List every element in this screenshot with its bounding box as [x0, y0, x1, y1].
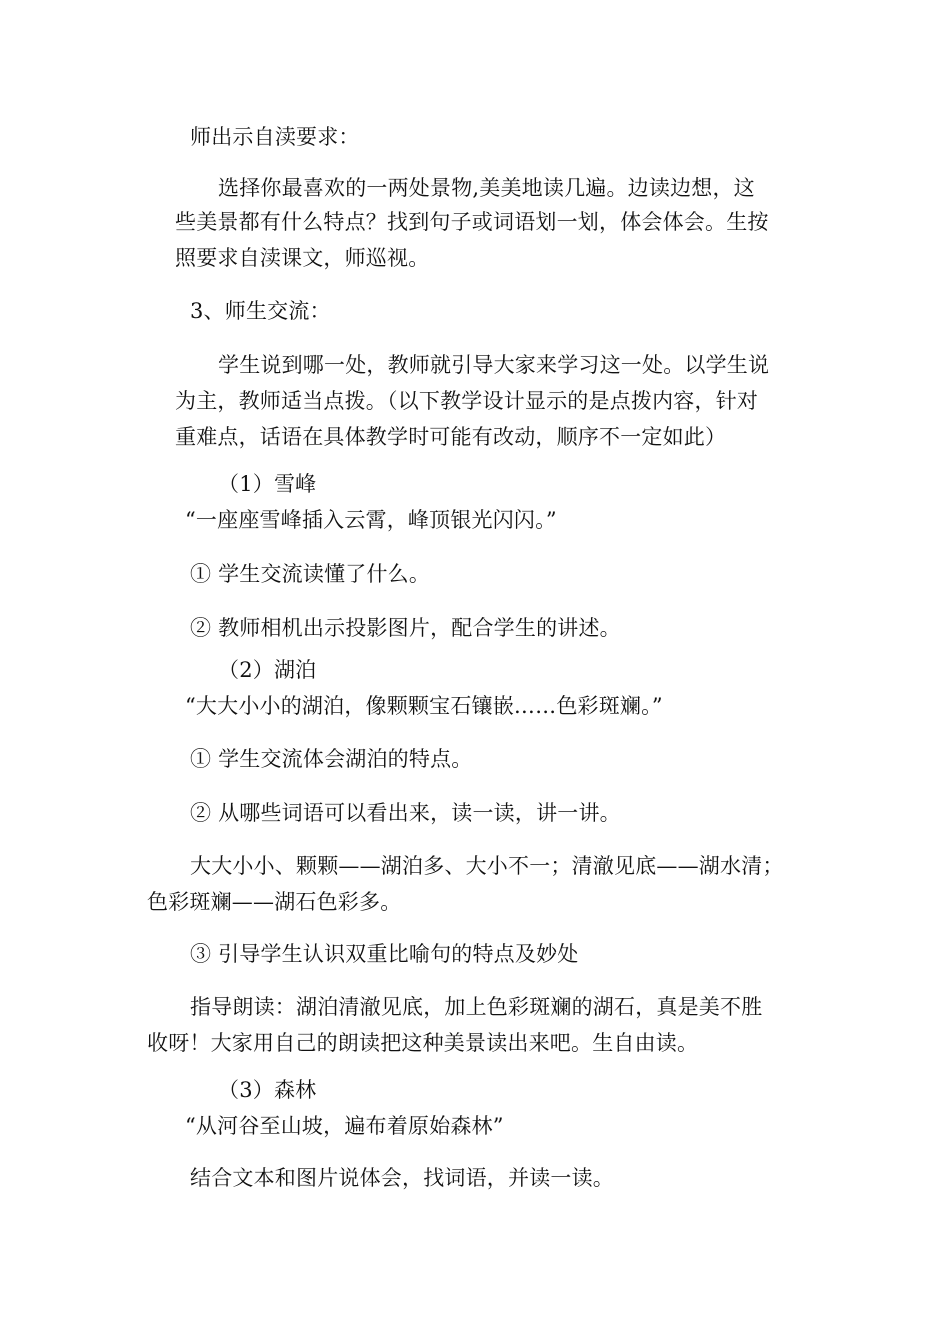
- paragraph-line: 重难点，话语在具体教学时可能有改动，顺序不一定如此）: [175, 425, 727, 449]
- list-item: ① 学生交流读懂了什么。: [190, 562, 431, 586]
- paragraph-line: 收呀！大家用自己的朗读把这种美景读出来吧。生自由读。: [147, 1031, 699, 1055]
- subheading-lake: （2）湖泊: [218, 658, 317, 682]
- paragraph-line: 些美景都有什么特点？找到句子或词语划一划，体会体会。生按: [175, 210, 769, 234]
- paragraph-line: 学生说到哪一处，教师就引导大家来学习这一处。以学生说: [218, 353, 770, 377]
- list-item: ③ 引导学生认识双重比喻句的特点及妙处: [190, 942, 579, 966]
- paragraph-instruction: 结合文本和图片说体会，找词语，并读一读。: [190, 1166, 614, 1190]
- subheading-forest: （3）森林: [218, 1078, 317, 1102]
- paragraph-self-reading-requirement: 师出示自渎要求：: [190, 125, 360, 149]
- paragraph-line: 指导朗读：湖泊清澈见底，加上色彩斑斓的湖石，真是美不胜: [190, 995, 763, 1019]
- subheading-snow-peak: （1）雪峰: [218, 472, 317, 496]
- quote-snow-peak: “一座座雪峰插入云霄，峰顶银光闪闪。”: [185, 508, 557, 532]
- paragraph-line: 选择你最喜欢的一两处景物,美美地读几遍。边读边想，这: [218, 176, 755, 200]
- paragraph-line: 照要求自渎课文，师巡视。: [175, 246, 430, 270]
- list-item: ① 学生交流体会湖泊的特点。: [190, 747, 473, 771]
- paragraph-line: 为主，教师适当点拨。（以下教学设计显示的是点拨内容，针对: [175, 389, 759, 413]
- quote-lake: “大大小小的湖泊，像颗颗宝石镶嵌……色彩斑斓。”: [185, 694, 663, 718]
- paragraph-line: 色彩斑斓——湖石色彩多。: [147, 890, 402, 914]
- list-item: ② 教师相机出示投影图片，配合学生的讲述。: [190, 616, 621, 640]
- section-heading-exchange: 3、师生交流：: [190, 299, 331, 323]
- quote-forest: “从河谷至山坡，遍布着原始森林”: [185, 1114, 504, 1138]
- paragraph-line: 大大小小、颗颗——湖泊多、大小不一；清澈见底——湖水清；: [190, 854, 784, 878]
- list-item: ② 从哪些词语可以看出来，读一读，讲一讲。: [190, 801, 621, 825]
